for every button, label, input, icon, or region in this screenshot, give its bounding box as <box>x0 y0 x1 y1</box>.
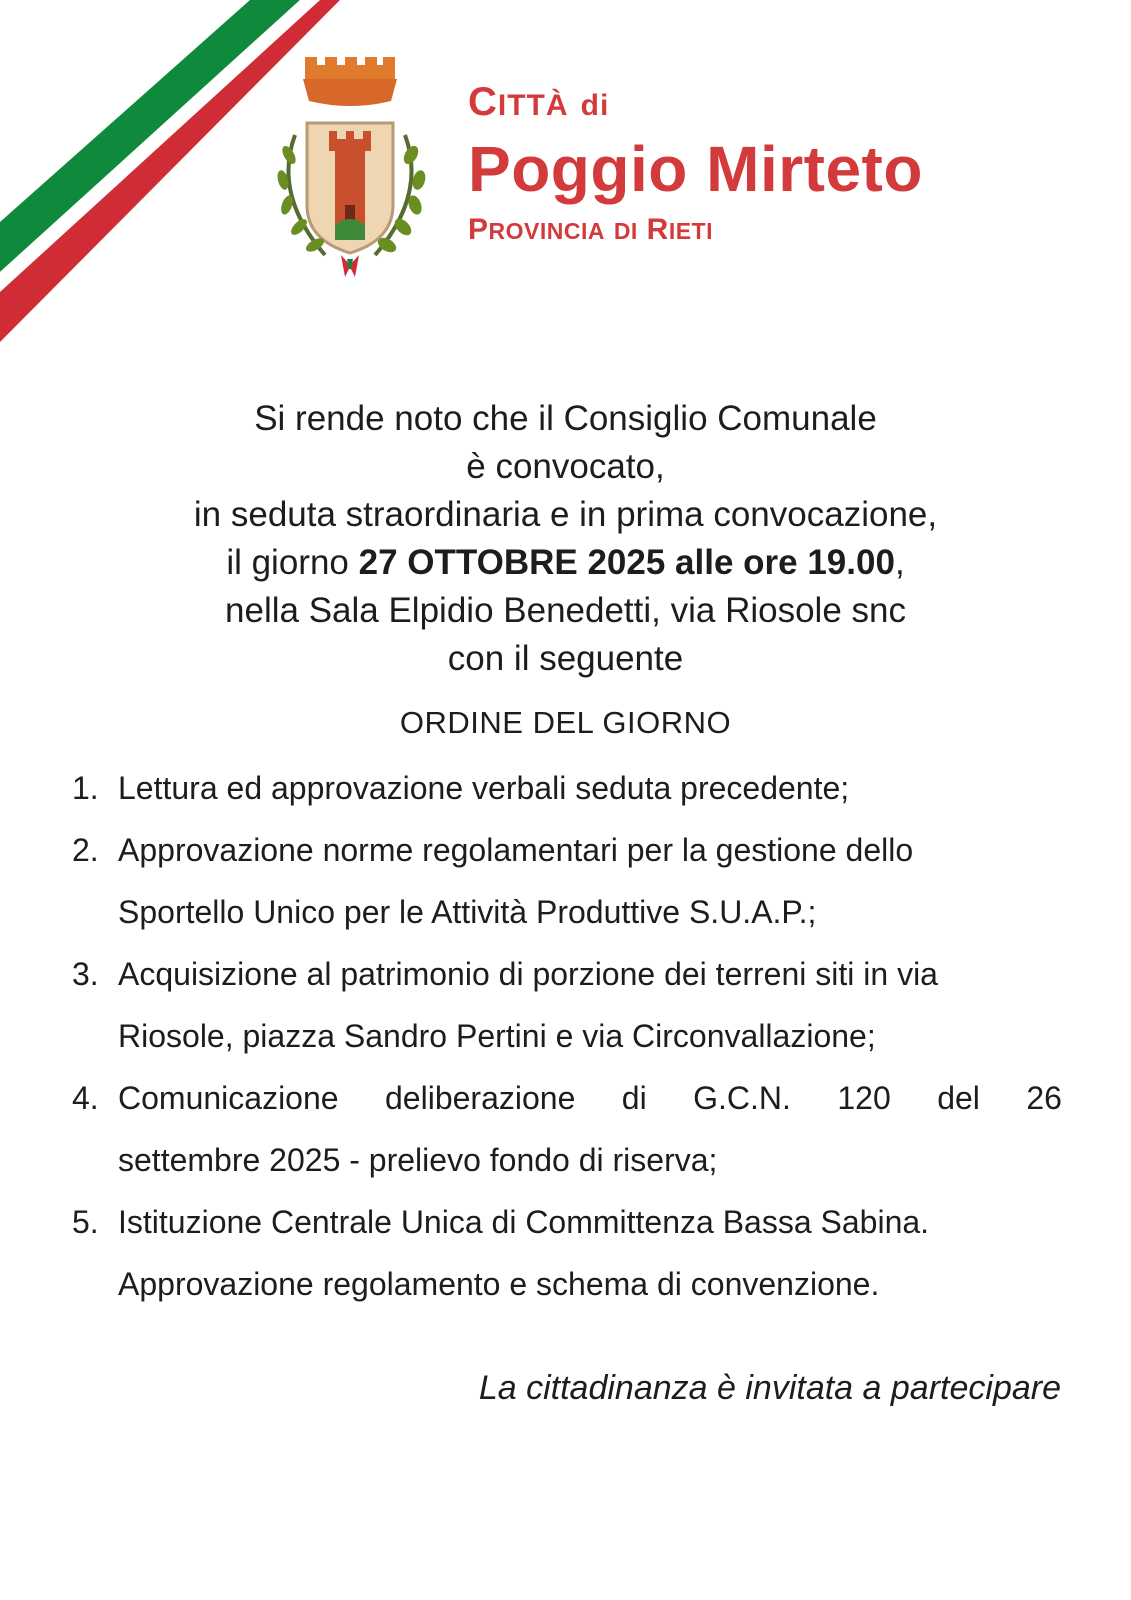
agenda-item-text: Approvazione norme regolamentari per la gestione dello <box>118 832 914 868</box>
agenda-item <box>62 1191 1062 1315</box>
city-name: Poggio Mirteto <box>468 133 923 205</box>
agenda-item-number: 1. <box>72 770 99 806</box>
agenda-item <box>62 757 1062 819</box>
agenda-item-text: settembre 2025 - prelievo fondo di riserva; <box>118 1142 718 1178</box>
agenda-item <box>62 1067 1062 1191</box>
agenda-item <box>62 819 1062 943</box>
agenda-item-text: Istituzione Centrale Unica di Committenza Bassa Sabina. <box>118 1204 930 1240</box>
word: Comunicazione <box>118 1080 339 1116</box>
citta-di-label: CITTÀ di <box>468 80 610 124</box>
word: di <box>621 1080 647 1116</box>
agenda-item-text: Acquisizione al patrimonio di porzione dei terreni siti in via <box>118 956 938 992</box>
municipality-title <box>468 80 923 249</box>
intro-line-5: nella Sala Elpidio Benedetti, via Riosole snc <box>225 591 906 630</box>
province-label: PROVINCIA DI RIETI <box>468 213 713 246</box>
word: del <box>937 1080 980 1116</box>
intro-line-1: Si rende noto che il Consiglio Comunale <box>254 399 877 438</box>
agenda-item-text: Sportello Unico per le Attività Produttive S.U.A.P.; <box>118 894 817 930</box>
agenda-item-text-justified <box>118 1067 1062 1129</box>
agenda-list <box>62 757 1062 1315</box>
agenda-heading: ORDINE DEL GIORNO <box>399 705 732 740</box>
word: 120 <box>837 1080 891 1116</box>
agenda-item-number: 5. <box>72 1204 99 1240</box>
convocation-notice <box>0 395 1131 683</box>
word: 26 <box>1026 1080 1062 1116</box>
agenda-item-text: Riosole, piazza Sandro Pertini e via Circonvallazione; <box>118 1018 876 1054</box>
agenda-item-number: 2. <box>72 832 99 868</box>
agenda-item-number: 3. <box>72 956 99 992</box>
closing-invitation: La cittadinanza è invitata a partecipare <box>478 1369 1061 1407</box>
agenda-item-number: 4. <box>72 1080 99 1116</box>
intro-line-4: il giorno 27 OTTOBRE 2025 alle ore 19.00, <box>226 543 905 582</box>
intro-line-6: con il seguente <box>447 639 684 678</box>
meeting-date-time: 27 OTTOBRE 2025 alle ore 19.00 <box>358 543 895 582</box>
intro-line-3: in seduta straordinaria e in prima convocazione, <box>193 495 938 534</box>
coat-of-arms-icon <box>255 55 455 285</box>
agenda-item <box>62 943 1062 1067</box>
word: deliberazione <box>385 1080 576 1116</box>
word: G.C.N. <box>693 1080 791 1116</box>
intro-line-2: è convocato, <box>466 447 665 486</box>
agenda-item-text: Approvazione regolamento e schema di convenzione. <box>118 1266 880 1302</box>
agenda-item-text: Lettura ed approvazione verbali seduta precedente; <box>118 770 850 806</box>
